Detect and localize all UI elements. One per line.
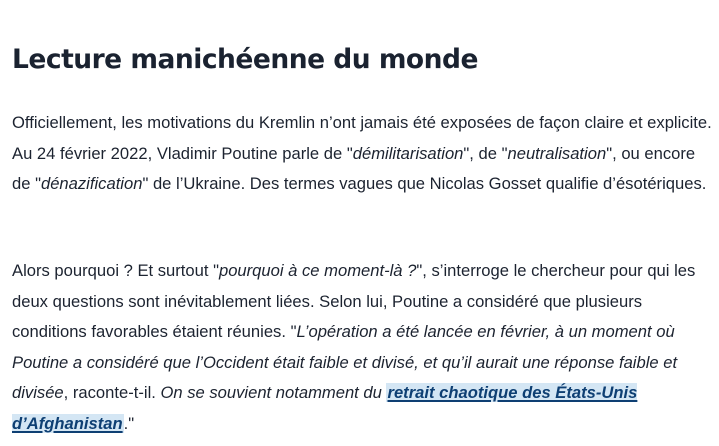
- p2-text-1: Alors pourquoi ? Et surtout ": [12, 261, 219, 280]
- p1-text-1: Officiellement, les motivations du Kremlin n’ont jamais été exposées de façon claire et explicite. Au 24 février 2022, Vladimir Poutine parle de ": [12, 113, 712, 163]
- p1-emphasis-2: neutralisation: [507, 143, 607, 163]
- p1-emphasis-1: démilitarisation: [352, 143, 464, 163]
- paragraph-2: [12, 256, 712, 439]
- p1-emphasis-3: dénazification: [40, 174, 143, 193]
- p2-text-4: .": [123, 413, 135, 433]
- p1-text-3: ", ou encore de ": [12, 143, 696, 193]
- p2-text-3: , raconte-t-il.: [63, 383, 161, 402]
- p2-quote: L’opération a été lancée en février, à un moment où Poutine a considéré que l’Occident était faible et divisé, et qu’il aurait une réponse faible et divisée: [12, 322, 678, 402]
- p2-emphasis-3: On se souvient notamment du: [160, 383, 387, 402]
- afghanistan-article-link[interactable]: retrait chaotique des États-Unis d’Afghanistan: [12, 383, 638, 433]
- p1-text-2: ", de ": [463, 143, 508, 163]
- section-heading: Lecture manichéenne du monde: [12, 44, 478, 75]
- paragraph-1: [12, 108, 712, 200]
- p2-emphasis-1: pourquoi à ce moment-là ?: [218, 261, 417, 280]
- p2-text-2: ", s’interroge le chercheur pour qui les deux questions sont inévitablement liées. Selon lui, Poutine a considéré que plusieurs conditions favorables étaient réunies. ": [12, 261, 696, 341]
- p1-text-4: " de l’Ukraine. Des termes vagues que Nicolas Gosset qualifie d’ésotériques.: [142, 174, 707, 193]
